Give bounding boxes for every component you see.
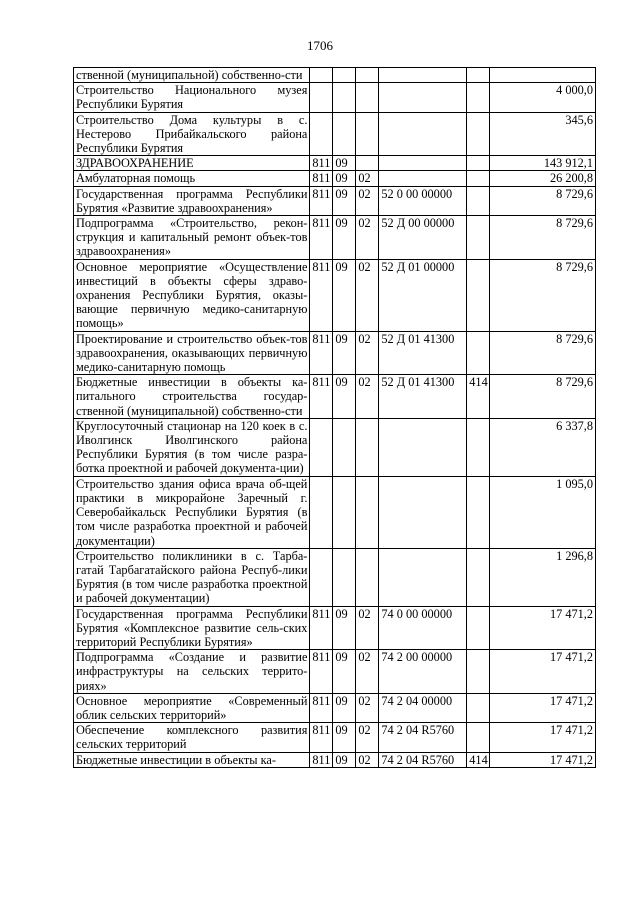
amount-cell: 17 471,2 [490, 606, 596, 650]
target-article-cell: 74 2 04 00000 [379, 693, 467, 722]
section-code-cell: 09 [333, 723, 356, 752]
department-code-cell: 811 [310, 171, 333, 186]
target-article-cell [379, 156, 467, 171]
amount-cell: 345,6 [490, 112, 596, 156]
table-row [74, 331, 596, 375]
subsection-code-cell: 02 [356, 186, 379, 215]
amount-cell: 8 729,6 [490, 375, 596, 419]
subsection-code-cell: 02 [356, 375, 379, 419]
amount-cell: 17 471,2 [490, 650, 596, 694]
subsection-code-cell: 02 [356, 216, 379, 260]
subsection-code-cell [356, 156, 379, 171]
amount-cell: 17 471,2 [490, 693, 596, 722]
expense-type-cell [467, 259, 490, 331]
table-row [74, 186, 596, 215]
department-code-cell: 811 [310, 650, 333, 694]
subsection-code-cell: 02 [356, 171, 379, 186]
subsection-code-cell [356, 418, 379, 476]
row-name-cell: Государственная программа Республики Бурятия «Развитие здравоохранения» [74, 186, 310, 215]
row-name-cell: Строительство Национального музея Республики Бурятия [74, 83, 310, 112]
row-name-cell: Государственная программа Республики Бурятия «Комплексное развитие сель-ских территорий Республики Бурятия» [74, 606, 310, 650]
table-row [74, 259, 596, 331]
department-code-cell: 811 [310, 723, 333, 752]
subsection-code-cell [356, 68, 379, 83]
row-name-cell: Обеспечение комплексного развития сельских территорий [74, 723, 310, 752]
department-code-cell: 811 [310, 156, 333, 171]
budget-table-body [74, 68, 596, 768]
section-code-cell: 09 [333, 331, 356, 375]
section-code-cell [333, 83, 356, 112]
section-code-cell [333, 112, 356, 156]
row-name-cell: Бюджетные инвестиции в объекты ка- [74, 752, 310, 767]
department-code-cell: 811 [310, 752, 333, 767]
subsection-code-cell: 02 [356, 752, 379, 767]
table-row [74, 606, 596, 650]
target-article-cell [379, 83, 467, 112]
expense-type-cell [467, 418, 490, 476]
expense-type-cell [467, 650, 490, 694]
amount-cell: 8 729,6 [490, 216, 596, 260]
amount-cell: 8 729,6 [490, 331, 596, 375]
target-article-cell [379, 476, 467, 548]
target-article-cell: 74 0 00 00000 [379, 606, 467, 650]
section-code-cell: 09 [333, 156, 356, 171]
target-article-cell: 52 Д 01 00000 [379, 259, 467, 331]
target-article-cell [379, 418, 467, 476]
budget-table [73, 67, 596, 768]
department-code-cell [310, 548, 333, 606]
subsection-code-cell: 02 [356, 693, 379, 722]
section-code-cell [333, 418, 356, 476]
target-article-cell: 74 2 04 R5760 [379, 752, 467, 767]
table-row [74, 171, 596, 186]
section-code-cell: 09 [333, 186, 356, 215]
amount-cell [490, 68, 596, 83]
subsection-code-cell: 02 [356, 606, 379, 650]
expense-type-cell [467, 606, 490, 650]
subsection-code-cell [356, 112, 379, 156]
table-row [74, 723, 596, 752]
target-article-cell: 74 2 04 R5760 [379, 723, 467, 752]
section-code-cell [333, 548, 356, 606]
row-name-cell: Амбулаторная помощь [74, 171, 310, 186]
row-name-cell: Строительство Дома культуры в с. Нестерово Прибайкальского района Республики Бурятия [74, 112, 310, 156]
expense-type-cell: 414 [467, 752, 490, 767]
expense-type-cell [467, 68, 490, 83]
department-code-cell: 811 [310, 259, 333, 331]
row-name-cell: Основное мероприятие «Современный облик сельских территорий» [74, 693, 310, 722]
row-name-cell: Бюджетные инвестиции в объекты ка-питального строительства государ-ственной (муниципальной) собственно-сти [74, 375, 310, 419]
row-name-cell: Строительство здания офиса врача об-щей практики в микрорайоне Заречный г. Северобайкальск Республики Бурятия (в том числе разработка проектной и рабочей документации) [74, 476, 310, 548]
subsection-code-cell: 02 [356, 331, 379, 375]
expense-type-cell [467, 156, 490, 171]
expense-type-cell [467, 476, 490, 548]
table-row [74, 156, 596, 171]
section-code-cell: 09 [333, 171, 356, 186]
section-code-cell: 09 [333, 375, 356, 419]
amount-cell: 6 337,8 [490, 418, 596, 476]
row-name-cell: Строительство поликлиники в с. Тарба-гатай Тарбагатайского района Респуб-лики Бурятия (в том числе разработка проектной и рабочей документации) [74, 548, 310, 606]
section-code-cell: 09 [333, 259, 356, 331]
expense-type-cell [467, 171, 490, 186]
target-article-cell [379, 112, 467, 156]
expense-type-cell [467, 723, 490, 752]
department-code-cell: 811 [310, 331, 333, 375]
department-code-cell: 811 [310, 606, 333, 650]
target-article-cell: 52 0 00 00000 [379, 186, 467, 215]
department-code-cell: 811 [310, 186, 333, 215]
row-name-cell: Проектирование и строительство объек-тов здравоохранения, оказывающих первичную медико-санитарную помощь [74, 331, 310, 375]
amount-cell: 1 296,8 [490, 548, 596, 606]
table-row [74, 418, 596, 476]
row-name-cell: Подпрограмма «Создание и развитие инфраструктуры на сельских террито-риях» [74, 650, 310, 694]
row-name-cell: ственной (муниципальной) собственно-сти [74, 68, 310, 83]
target-article-cell: 52 Д 01 41300 [379, 331, 467, 375]
subsection-code-cell [356, 476, 379, 548]
table-row [74, 693, 596, 722]
target-article-cell: 74 2 00 00000 [379, 650, 467, 694]
table-row [74, 752, 596, 767]
expense-type-cell [467, 693, 490, 722]
target-article-cell [379, 68, 467, 83]
table-row [74, 548, 596, 606]
department-code-cell: 811 [310, 216, 333, 260]
target-article-cell: 52 Д 00 00000 [379, 216, 467, 260]
department-code-cell [310, 68, 333, 83]
department-code-cell [310, 418, 333, 476]
table-row [74, 650, 596, 694]
table-row [74, 375, 596, 419]
section-code-cell: 09 [333, 216, 356, 260]
section-code-cell: 09 [333, 606, 356, 650]
expense-type-cell [467, 112, 490, 156]
amount-cell: 26 200,8 [490, 171, 596, 186]
amount-cell: 8 729,6 [490, 186, 596, 215]
expense-type-cell [467, 186, 490, 215]
table-row [74, 68, 596, 83]
amount-cell: 4 000,0 [490, 83, 596, 112]
section-code-cell [333, 476, 356, 548]
section-code-cell: 09 [333, 752, 356, 767]
department-code-cell: 811 [310, 693, 333, 722]
expense-type-cell [467, 83, 490, 112]
department-code-cell [310, 476, 333, 548]
amount-cell: 8 729,6 [490, 259, 596, 331]
page-number: 1706 [307, 38, 333, 53]
amount-cell: 143 912,1 [490, 156, 596, 171]
subsection-code-cell: 02 [356, 650, 379, 694]
expense-type-cell [467, 548, 490, 606]
section-code-cell [333, 68, 356, 83]
table-row [74, 112, 596, 156]
target-article-cell [379, 171, 467, 186]
row-name-cell: ЗДРАВООХРАНЕНИЕ [74, 156, 310, 171]
subsection-code-cell [356, 548, 379, 606]
subsection-code-cell [356, 83, 379, 112]
table-row [74, 476, 596, 548]
expense-type-cell [467, 216, 490, 260]
department-code-cell: 811 [310, 375, 333, 419]
row-name-cell: Подпрограмма «Строительство, рекон-струкция и капитальный ремонт объек-тов здравоохранения» [74, 216, 310, 260]
subsection-code-cell: 02 [356, 723, 379, 752]
target-article-cell [379, 548, 467, 606]
section-code-cell: 09 [333, 650, 356, 694]
table-row [74, 216, 596, 260]
target-article-cell: 52 Д 01 41300 [379, 375, 467, 419]
expense-type-cell [467, 331, 490, 375]
row-name-cell: Круглосуточный стационар на 120 коек в с. Иволгинск Иволгинского района Республики Бурятия (в том числе разра-ботка проектной и рабочей документа-ции) [74, 418, 310, 476]
amount-cell: 17 471,2 [490, 752, 596, 767]
amount-cell: 1 095,0 [490, 476, 596, 548]
expense-type-cell: 414 [467, 375, 490, 419]
subsection-code-cell: 02 [356, 259, 379, 331]
table-row [74, 83, 596, 112]
department-code-cell [310, 83, 333, 112]
section-code-cell: 09 [333, 693, 356, 722]
amount-cell: 17 471,2 [490, 723, 596, 752]
department-code-cell [310, 112, 333, 156]
row-name-cell: Основное мероприятие «Осуществление инвестиций в объекты сферы здраво-охранения Республики Бурятия, оказы-вающие первичную медико-санитарную помощь» [74, 259, 310, 331]
